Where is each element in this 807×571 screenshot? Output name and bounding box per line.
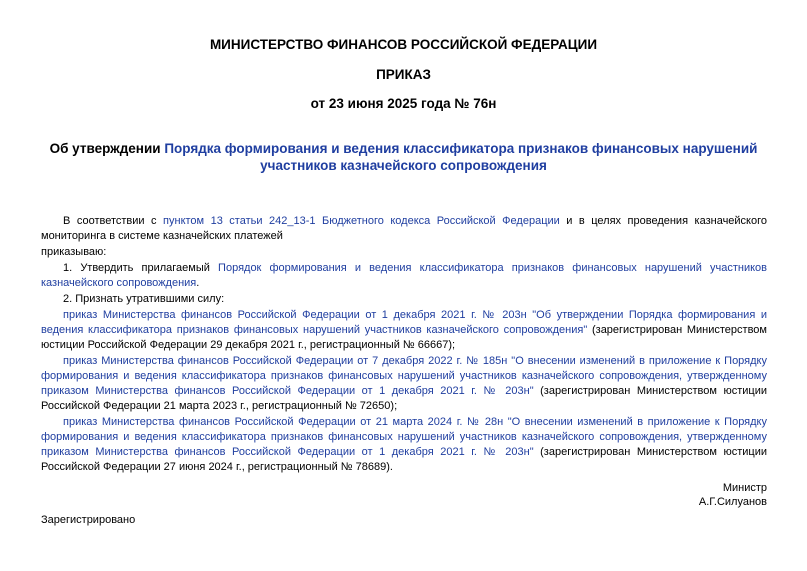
paragraph-repealed-1 (41, 308, 767, 353)
repealed-2-registration: (зарегистрирован Министерством юстиции Российской Федерации 21 марта 2023 г., регистрационный № 72650); (41, 385, 767, 412)
title-prefix: Об утверждении (49, 141, 165, 156)
item-1-text-before: 1. Утвердить прилагаемый (63, 262, 219, 274)
paragraph-item-2: 2. Признать утратившими силу: (63, 293, 225, 305)
paragraph-order-word: приказываю: (41, 246, 107, 258)
procedure-link[interactable]: Порядок формирования и ведения классификатора признаков финансовых нарушений участников казначейского сопровождения (41, 262, 768, 289)
basis-text-before: В соответствии с (63, 215, 164, 227)
signer-name: А.Г.Силуанов (698, 496, 767, 508)
repealed-3-registration: (зарегистрирован Министерством юстиции Российской Федерации 27 июня 2024 г., регистрационный № 78689). (41, 446, 767, 473)
budget-code-link[interactable]: пунктом 13 статьи 242_13-1 Бюджетного кодекса Российской Федерации (163, 215, 560, 227)
order-28n-link[interactable]: приказ Министерства финансов Российской Федерации от 21 марта 2024 г. № 28н "О внесении изменений в приложение к Порядку формирования и ведения классификатора признаков финансовых нарушений участников казначейского сопровождения, утвержденному приказом Министерства финансов Российской Федерации от 1 декабря 2021 г. № 203н" (41, 416, 767, 458)
paragraph-item-1 (41, 261, 767, 291)
item-1-text-after: . (196, 277, 200, 289)
signer-position: Министр (722, 482, 767, 494)
paragraph-repealed-3 (41, 415, 767, 475)
date-number-heading: от 23 июня 2025 года № 76н (310, 96, 497, 111)
repealed-1-registration: (зарегистрирован Министерством юстиции Российской Федерации 29 декабря 2021 г., регистрационный № 66667); (41, 324, 767, 351)
ministry-heading: МИНИСТЕРСТВО ФИНАНСОВ РОССИЙСКОЙ ФЕДЕРАЦИИ (209, 37, 598, 52)
document-body (41, 214, 767, 475)
paragraph-basis (41, 214, 767, 244)
title-link[interactable]: Порядка формирования и ведения классификатора признаков финансовых нарушений участников казначейского сопровождения (164, 141, 758, 173)
basis-text-after: и в целях проведения казначейского мониторинга в системе казначейских платежей (41, 215, 767, 242)
doc-type-heading: ПРИКАЗ (376, 67, 431, 82)
order-185n-link[interactable]: приказ Министерства финансов Российской Федерации от 7 декабря 2022 г. № 185н "О внесении изменений в приложение к Порядку формирования и ведения классификатора признаков финансовых нарушений участников казначейского сопровождения, утвержденному приказом Министерства финансов Российской Федерации от 1 декабря 2021 г. № 203н" (41, 355, 767, 397)
document-title (40, 140, 767, 174)
order-203n-link[interactable]: приказ Министерства финансов Российской Федерации от 1 декабря 2021 г. № 203н "Об утверждении Порядка формирования и ведения классификатора признаков финансовых нарушений участников казначейского сопровождения" (41, 309, 767, 336)
registered-label: Зарегистрировано (41, 514, 136, 526)
paragraph-repealed-2 (41, 354, 767, 414)
